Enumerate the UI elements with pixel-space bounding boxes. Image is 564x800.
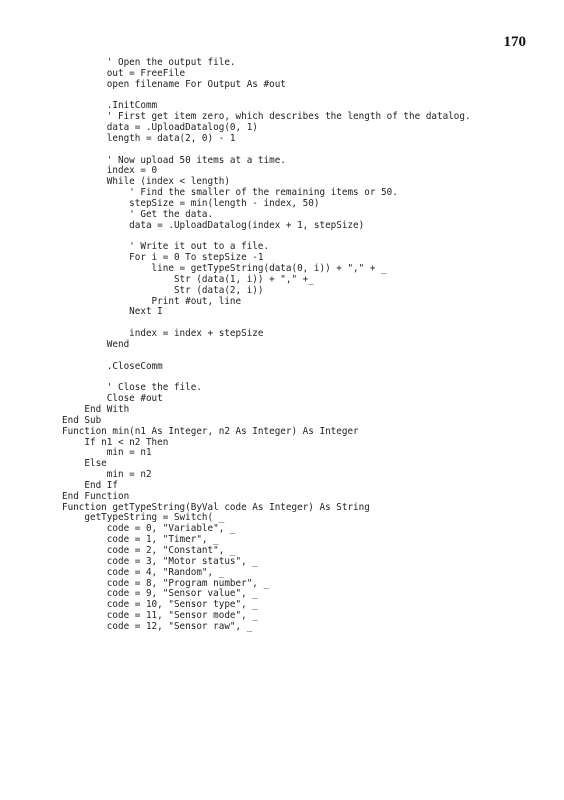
code-line: Wend (62, 338, 130, 350)
code-line: If n1 < n2 Then (62, 436, 169, 448)
code-line (62, 351, 471, 362)
code-line: Next I (62, 306, 163, 318)
code-line: code = 11, "Sensor mode", _ (62, 610, 258, 622)
code-line (62, 145, 471, 156)
code-line: code = 0, "Variable", _ (62, 523, 236, 535)
code-line: stepSize = min(length - index, 50) (62, 197, 320, 209)
code-line: code = 3, "Motor status", _ (62, 555, 258, 567)
code-line: ' Get the data. (62, 208, 214, 220)
code-line: ' Find the smaller of the remaining items or 50. (62, 187, 398, 199)
code-line: Function min(n1 As Integer, n2 As Integer) As Integer (62, 425, 359, 437)
code-line: code = 12, "Sensor raw", _ (62, 620, 253, 632)
code-line: data = .UploadDatalog(index + 1, stepSize) (62, 219, 365, 231)
code-line: Print #out, line (62, 295, 242, 307)
code-line: ' Open the output file. (62, 57, 236, 68)
code-line: code = 2, "Constant", _ (62, 544, 236, 556)
code-line: End If (62, 479, 118, 491)
code-line: .InitComm (62, 100, 158, 112)
code-line: line = getTypeString(data(0, i)) + "," + _ (62, 263, 387, 275)
code-line: min = n2 (62, 469, 152, 481)
page-number: 170 (503, 34, 526, 50)
code-line: .CloseComm (62, 360, 163, 372)
code-line: out = FreeFile (62, 67, 186, 79)
code-line: index = 0 (62, 165, 158, 177)
code-line: getTypeString = Switch( _ (62, 512, 225, 524)
code-line: data = .UploadDatalog(0, 1) (62, 122, 258, 134)
code-line: Str (data(2, i)) (62, 284, 264, 296)
code-listing (62, 58, 471, 633)
code-line: length = data(2, 0) - 1 (62, 132, 236, 144)
code-line: End With (62, 404, 130, 415)
code-line: min = n1 (62, 447, 152, 459)
code-line: ' Write it out to a file. (62, 241, 270, 253)
code-line: open filename For Output As #out (62, 78, 286, 90)
code-line: While (index < length) (62, 176, 230, 188)
code-line: code = 10, "Sensor type", _ (62, 599, 258, 611)
code-line: code = 4, "Random", _ (62, 566, 225, 578)
code-line: For i = 0 To stepSize -1 (62, 252, 264, 264)
code-line: Close #out (62, 393, 163, 405)
code-line: End Sub (62, 414, 102, 426)
code-line: End Function (62, 490, 130, 502)
code-line: ' Close the file. (62, 382, 202, 394)
code-line: index = index + stepSize (62, 328, 264, 340)
code-line: code = 9, "Sensor value", _ (62, 588, 258, 600)
code-line: ' Now upload 50 items at a time. (62, 154, 286, 166)
code-line: Else (62, 458, 107, 470)
code-line: Str (data(1, i)) + "," +_ (62, 273, 314, 285)
code-line: code = 1, "Timer", _ (62, 534, 219, 546)
code-line: ' First get item zero, which describes the length of the datalog. (62, 111, 471, 123)
code-line: Function getTypeString(ByVal code As Integer) As String (62, 501, 370, 513)
code-line: code = 8, "Program number", _ (62, 577, 270, 589)
